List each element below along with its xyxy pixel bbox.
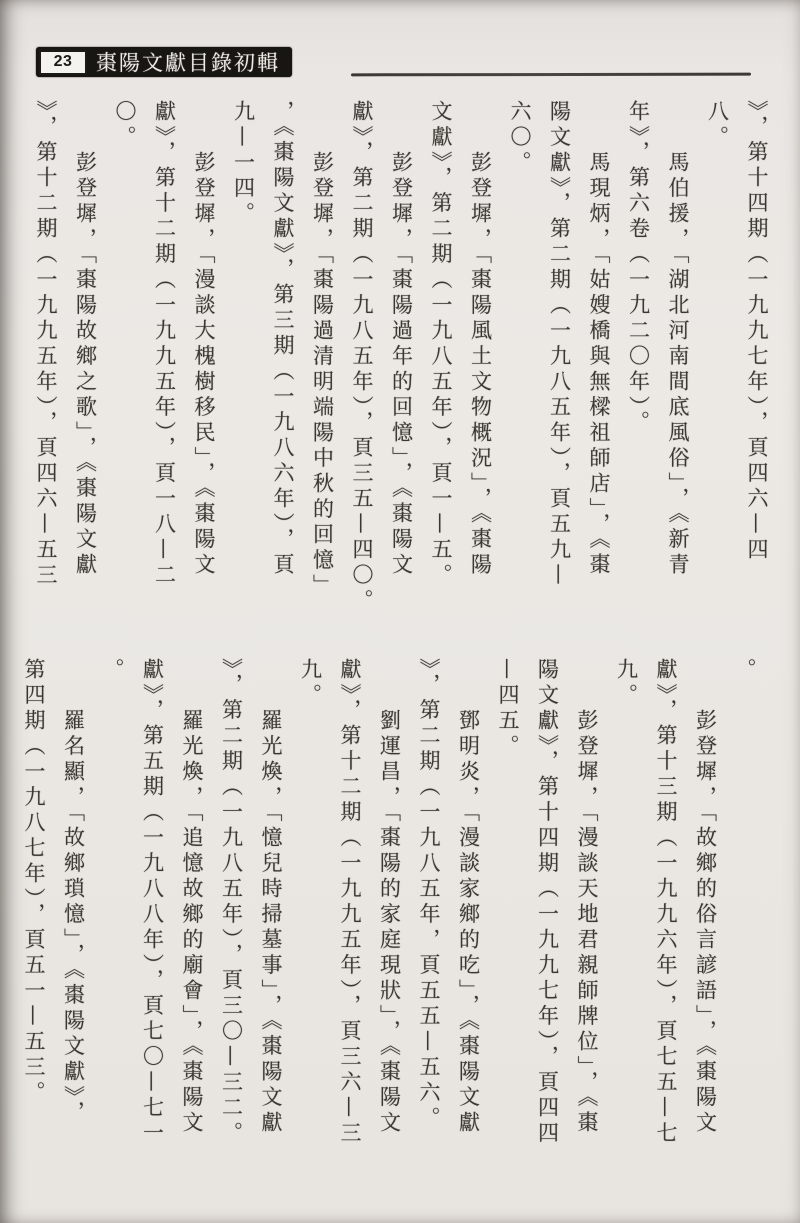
page-number-box [39, 50, 87, 75]
bibliography-column: 馬伯援，「湖北河南間底風俗」，《新青 [666, 151, 690, 579]
bibliography-column: 文獻》，第二期（一九八五年），頁一—五。 [429, 100, 453, 589]
header-divider-line [351, 73, 751, 77]
bibliography-column: 羅光煥，「憶兒時掃墓事」，《棗陽文獻 [259, 709, 283, 1137]
bibliography-column: 九—一四。 [231, 100, 256, 228]
bibliography-column: 。 [101, 658, 125, 684]
header-title-bar [36, 47, 292, 77]
bibliography-column: 劉運昌，「棗陽的家庭現狀」，《棗陽文 [377, 709, 402, 1137]
bibliography-column: 彭登墀，「棗陽風土文物概況」，《棗陽 [468, 151, 493, 579]
bibliography-column: 鄧明炎，「漫談家鄉的吃」，《棗陽文獻 [456, 709, 481, 1137]
bibliography-column: 第四期（一九八七年），頁五一—五三。 [22, 658, 46, 1107]
bibliography-bottom-block [10, 658, 761, 1223]
bibliography-column: 》，第二期（一九八五年，頁五五—五六。 [417, 658, 441, 1132]
bibliography-column: 陽文獻》，第十四期（一九九七年），頁四四 [535, 658, 560, 1147]
page-number: 23 [53, 53, 73, 70]
page-title: 棗陽文獻目錄初輯 [96, 51, 280, 75]
bibliography-column: 獻》，第二期（一九八五年），頁三五—四〇。 [350, 100, 374, 615]
bibliography-column: 羅光煥，「追憶故鄉的廟會」，《棗陽文 [180, 709, 204, 1137]
bibliography-column: 彭登墀，「故鄉的俗言諺語」，《棗陽文 [693, 709, 718, 1137]
bibliography-column: 彭登墀，「漫談大槐樹移民」，《棗陽文 [192, 151, 216, 579]
bibliography-column: 羅名顯，「故鄉瑣憶」，《棗陽文獻》， [61, 709, 86, 1126]
bibliography-column: 獻》，第十二期（一九九五年），頁一八—二 [152, 100, 177, 589]
bibliography-column: ，《棗陽文獻》，第三期（一九八六年），頁 [271, 100, 295, 579]
bibliography-column: 獻》，第十二期（一九九五年），頁三六—三 [338, 658, 362, 1147]
bibliography-column: 六〇。 [508, 100, 532, 177]
bibliography-column: 獻》，第十三期（一九九六年），頁七五—七 [654, 658, 678, 1147]
bibliography-column: 馬現炳，「姑嫂橋與無樑祖師店」，《棗 [587, 151, 611, 579]
bibliography-column: 九。 [614, 658, 639, 709]
bibliography-column: 〇。 [113, 100, 137, 151]
bibliography-column: 》，第十二期（一九九五年），頁四六—五三 [34, 100, 58, 589]
bibliography-column: 九。 [298, 658, 323, 709]
bibliography-column: 八。 [705, 100, 730, 151]
bibliography-column: 》，第二期（一九八五年），頁三〇—三二。 [219, 658, 244, 1147]
bibliography-top-block [22, 100, 773, 665]
bibliography-column: 彭登墀，「漫談天地君親師牌位」，《棗 [575, 709, 599, 1137]
bibliography-column: —四五。 [496, 658, 520, 760]
bibliography-column: 。 [733, 658, 757, 684]
bibliography-column: 彭登墀，「棗陽過年的回憶」，《棗陽文 [389, 151, 414, 579]
bibliography-column: 》，第十四期（一九九七年），頁四六—四 [745, 100, 769, 564]
bibliography-column: 彭登墀，「棗陽過清明端陽中秋的回憶」 [310, 151, 335, 600]
bibliography-column: 陽文獻》，第二期（一九八五年），頁五九— [547, 100, 572, 589]
bibliography-column: 獻》，第五期（一九八八年），頁七〇—七一 [140, 658, 165, 1147]
bibliography-column: 年》，第六卷（一九二〇年）。 [626, 100, 651, 436]
bibliography-column: 彭登墀，「棗陽故鄉之歌」，《棗陽文獻 [73, 151, 98, 579]
